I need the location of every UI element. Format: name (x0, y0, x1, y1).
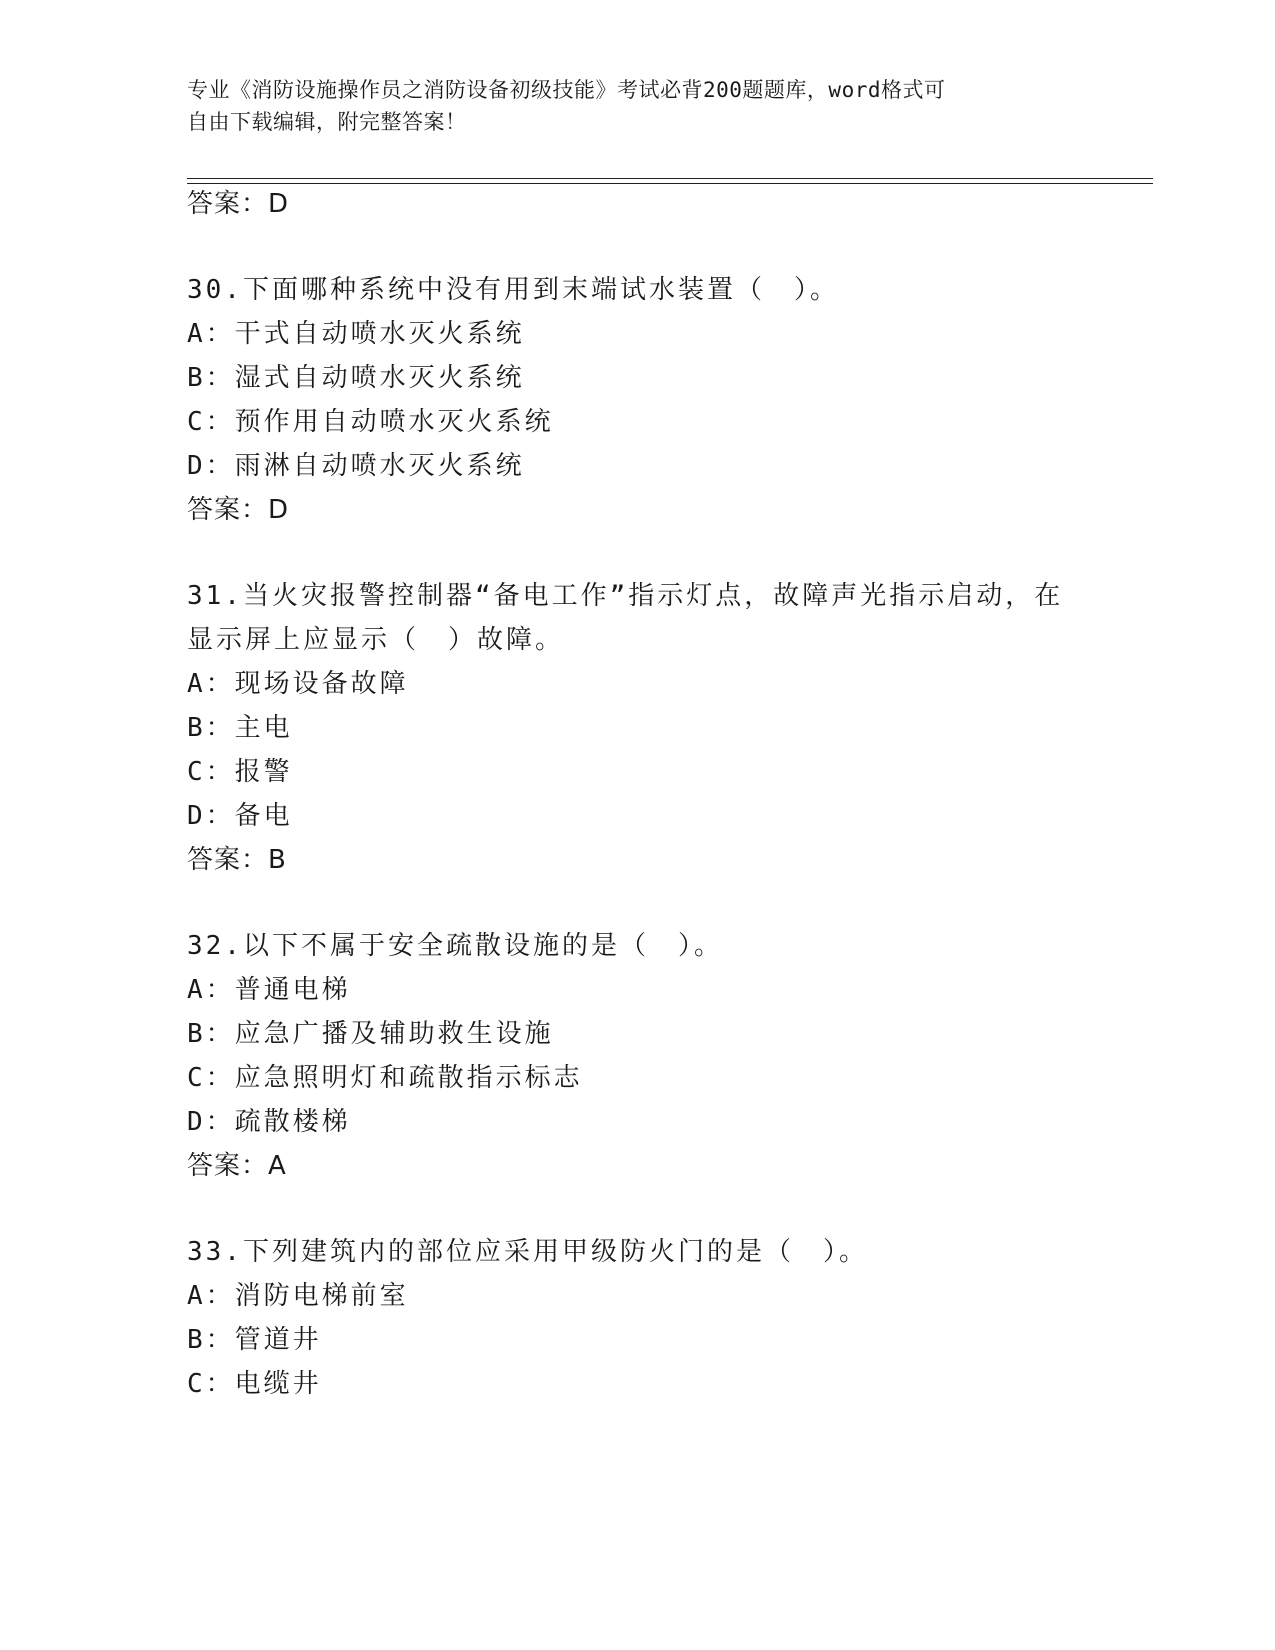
question-30-option-a: A：干式自动喷水灭火系统 (187, 319, 525, 349)
question-32-option-c: C：应急照明灯和疏散指示标志 (187, 1063, 583, 1093)
question-30-option-d: D：雨淋自动喷水灭火系统 (187, 451, 525, 481)
answer-32: 答案：A (187, 1151, 287, 1181)
header-line-1: 专业《消防设施操作员之消防设备初级技能》考试必背200题题库，word格式可 (187, 78, 946, 102)
question-30-option-c: C：预作用自动喷水灭火系统 (187, 407, 554, 437)
answer-29: 答案：D (187, 189, 290, 219)
header-rule-bottom (187, 183, 1153, 184)
document-header (187, 74, 1067, 138)
question-33-option-b: B：管道井 (187, 1325, 322, 1355)
question-31-option-b: B：主电 (187, 713, 293, 743)
answer-30: 答案：D (187, 495, 290, 525)
header-rule-top (187, 178, 1153, 179)
question-30-stem: 30.下面哪种系统中没有用到末端试水装置（ ）。 (187, 275, 839, 305)
question-31-option-d: D：备电 (187, 801, 293, 831)
question-31-option-a: A：现场设备故障 (187, 669, 409, 699)
question-33-option-c: C：电缆井 (187, 1369, 322, 1399)
question-30-option-b: B：湿式自动喷水灭火系统 (187, 363, 525, 393)
answer-31: 答案：B (187, 845, 287, 875)
question-33-stem: 33.下列建筑内的部位应采用甲级防火门的是（ ）。 (187, 1237, 868, 1267)
question-32-option-d: D：疏散楼梯 (187, 1107, 351, 1137)
question-31-stem-line-1: 31.当火灾报警控制器“备电工作”指示灯点，故障声光指示启动，在 (187, 581, 1064, 611)
question-32-option-a: A：普通电梯 (187, 975, 351, 1005)
question-33-option-a: A：消防电梯前室 (187, 1281, 409, 1311)
header-line-2: 自由下载编辑，附完整答案！ (187, 110, 467, 134)
question-31-stem-line-2: 显示屏上应显示（ ）故障。 (187, 625, 565, 655)
question-31-option-c: C：报警 (187, 757, 293, 787)
question-32-option-b: B：应急广播及辅助救生设施 (187, 1019, 554, 1049)
question-32-stem: 32.以下不属于安全疏散设施的是（ ）。 (187, 931, 723, 961)
